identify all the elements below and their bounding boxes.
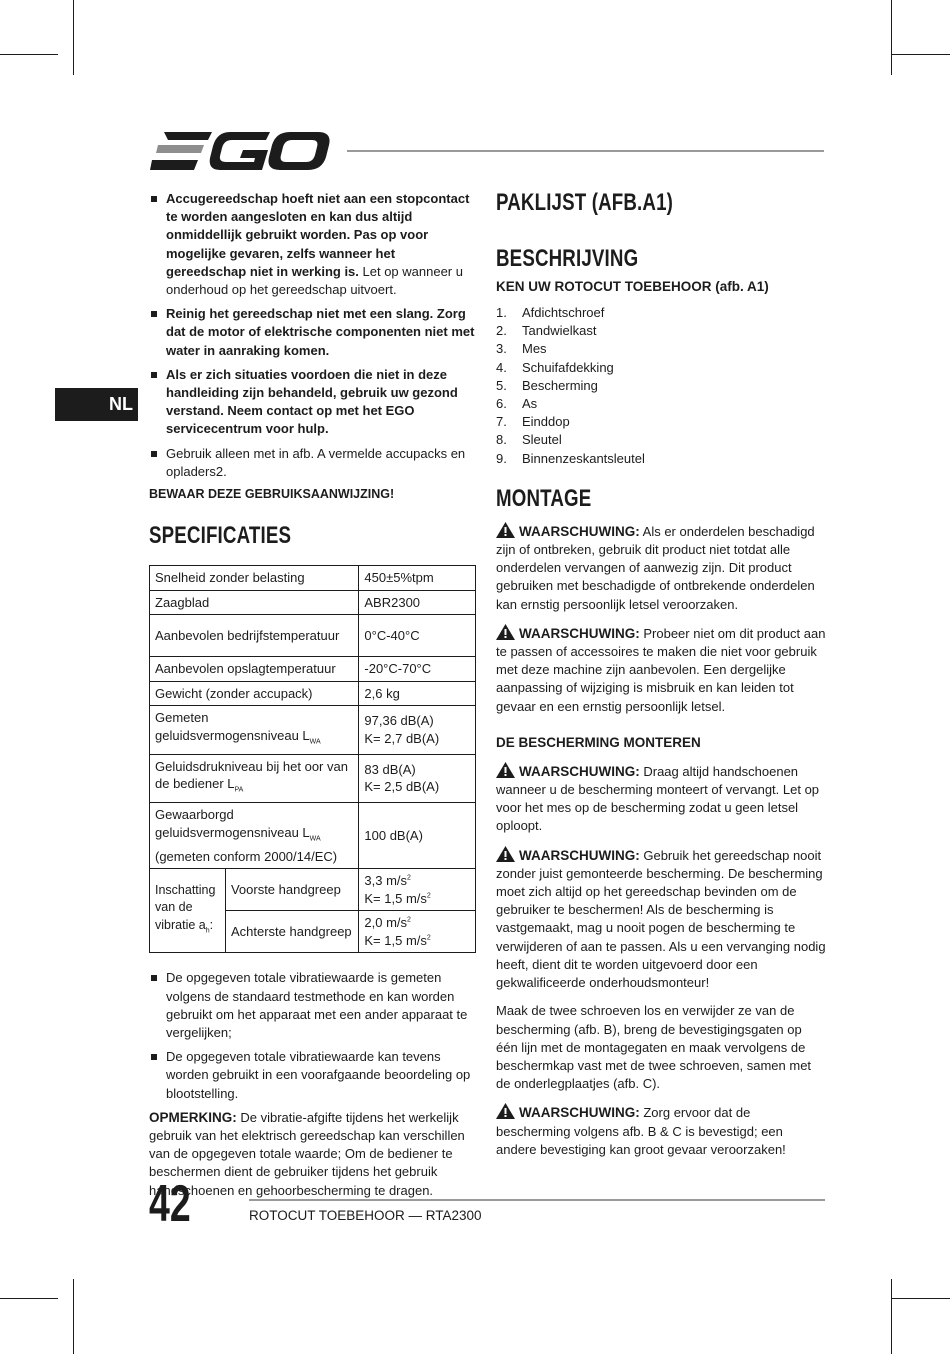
list-item — [149, 366, 477, 439]
spec-value: 83 dB(A) K= 2,5 dB(A) — [359, 754, 476, 803]
assembly-title-wrap — [496, 486, 826, 512]
packlist-title-wrap — [496, 190, 826, 216]
list-item: 9. Binnenzeskantsleutel — [496, 450, 645, 466]
list-item: 3. Mes — [496, 341, 547, 357]
table-row — [150, 681, 476, 706]
warning-paragraph: WAARSCHUWING: Gebruik het gereedschap nooit zonder juist gemonteerde bescherming. De bescherming moet zich altijd op het gereedschap bevinden om de gebruiker te beschermen! Als de bescherming is vastgemaakt, mag u nooit pogen de bescherming te verwijderen of aan te passen. Als u een vervanging nodig heeft, dient dit te worden uitgevoerd door een gekwalificeerde onderhoudsmonteur! — [496, 847, 826, 991]
warning-triangle-icon — [496, 1103, 515, 1119]
vibration-front-label: Voorste handgreep — [225, 869, 358, 911]
right-column — [496, 190, 826, 1159]
table-row — [150, 590, 476, 615]
note — [149, 1109, 477, 1200]
spec-title: SPECIFICATIES — [149, 522, 292, 550]
list-item: 4. Schuifafdekking — [496, 359, 614, 375]
crop-mark — [892, 54, 950, 55]
vibration-bullets — [149, 969, 477, 1102]
table-row — [150, 869, 476, 911]
warning-paragraph: WAARSCHUWING: Zorg ervoor dat de bescherming volgens afb. B & C is bevestigd; een andere bevestiging kan groot gevaar veroorzaken! — [496, 1105, 786, 1157]
know-heading: KEN UW ROTOCUT TOEBEHOOR (afb. A1) — [496, 279, 769, 294]
list-item — [149, 190, 477, 299]
bullet-text: De opgegeven totale vibratiewaarde kan tevens worden gebruikt in een voorafgaande beoordeling op blootstelling. — [166, 1049, 471, 1101]
warning-triangle-icon — [496, 762, 515, 778]
bullet-square-icon — [151, 975, 157, 981]
crop-mark — [891, 1279, 892, 1354]
table-row — [150, 566, 476, 591]
bullet-square-icon — [151, 311, 157, 317]
warning-paragraph: WAARSCHUWING: Probeer niet om dit product aan te passen of accessoires te maken die niet voor gebruik met deze machine zijn aanbevolen. Een dergelijke aanpassing of wijziging is misbruik en kan leiden tot gevaar en een ernstig persoonlijk letsel. — [496, 625, 826, 714]
vibration-rear-label: Achterste handgreep — [225, 911, 358, 953]
list-item: 5. Bescherming — [496, 377, 598, 393]
table-row — [150, 803, 476, 869]
vibration-front-value: 3,3 $m/s^2$ K= 1,5 $m/s^2$ — [359, 869, 476, 911]
vibration-rear-value: 2,0 $m/s^2$ K= 1,5 $m/s^2$ — [359, 911, 476, 953]
spec-label: Aanbevolen bedrijfstemperatuur — [150, 615, 359, 657]
table-row — [150, 657, 476, 682]
parts-list — [496, 304, 826, 468]
spec-label: Snelheid zonder belasting — [150, 566, 359, 591]
list-item — [149, 305, 477, 360]
spec-value: 450±5%tpm — [359, 566, 476, 591]
list-item: 2. Tandwielkast — [496, 323, 597, 339]
warning-paragraph: WAARSCHUWING: Draag altijd handschoenen wanneer u de bescherming monteert of vervangt. Let op voor het mes op de bescherming zodat u geen letsel oploopt. — [496, 763, 820, 834]
crop-mark — [0, 54, 58, 55]
bullet-text: Let op wanneer u onderhoud op het gereedschap uitvoert. — [166, 263, 463, 298]
vibration-label: Inschatting van de vibratie $a_h$: — [150, 869, 226, 953]
warning-paragraph: WAARSCHUWING: Als er onderdelen beschadigd zijn of ontbreken, gebruik dit product niet totdat alle onderdelen vervangen of aanwezig zijn. Dit product gebruiken met beschadigde of ontbrekende onderdelen kan ernstig persoonlijk letsel veroorzaken. — [496, 523, 815, 612]
spec-value: -20°C-70°C — [359, 657, 476, 682]
warning-triangle-icon — [496, 846, 515, 862]
assembly-title: MONTAGE — [496, 484, 592, 512]
bullet-square-icon — [151, 451, 157, 457]
table-row — [150, 615, 476, 657]
description-title: BESCHRIJVING — [496, 245, 639, 272]
crop-mark — [891, 0, 892, 75]
crop-mark — [73, 0, 74, 75]
spec-label: Zaagblad — [150, 590, 359, 615]
note-text: De vibratie-afgifte tijdens het werkelijk gebruik van het elektrisch gereedschap kan verschillen van de opgegeven totale waarde; Om de bediener te beschermen dient de gebruiker tijdens het gebruik handschoenen en gehoorbescherming te dragen. — [149, 1109, 465, 1198]
spec-value: 2,6 kg — [359, 681, 476, 706]
spec-value: 97,36 dB(A) K= 2,7 dB(A) — [359, 706, 476, 755]
list-item: 7. Einddop — [496, 414, 570, 430]
bullet-square-icon — [151, 372, 157, 378]
packlist-title: PAKLIJST (AFB.A1) — [496, 189, 674, 216]
warning-triangle-icon — [496, 624, 515, 640]
spec-value: 100 dB(A) — [359, 803, 476, 869]
footer-title: ROTOCUT TOEBEHOOR — RTA2300 — [249, 1208, 482, 1223]
list-item — [149, 1048, 477, 1103]
page-number: 42 — [149, 1175, 191, 1233]
ego-logo — [150, 130, 330, 172]
note-label: OPMERKING: — [149, 1109, 237, 1125]
list-item: 6. As — [496, 396, 538, 412]
table-row — [150, 754, 476, 803]
spec-label: Gewaarborgd geluidsvermogensniveau $L_{WA}$ (gemeten conform 2000/14/EC) — [150, 803, 359, 869]
spec-title-wrap — [149, 523, 477, 549]
guard-heading: DE BESCHERMING MONTEREN — [496, 734, 701, 750]
spec-value: ABR2300 — [359, 590, 476, 615]
bullet-square-icon — [151, 196, 157, 202]
spec-label: Aanbevolen opslagtemperatuur — [150, 657, 359, 682]
table-row — [150, 706, 476, 755]
crop-mark — [892, 1298, 950, 1299]
spec-label: Gewicht (zonder accupack) — [150, 681, 359, 706]
bullet-bold-text: Accugereedschap hoeft niet aan een stopcontact te worden aangesloten en kan dus altijd onmiddellijk gebruikt worden. Pas op voor mogelijke gevaren, zelfs wanneer het gereedschap niet in werking is. — [166, 191, 470, 279]
bullet-bold-text: Als er zich situaties voordoen die niet in deze handleiding zijn behandeld, gebruik uw gezond verstand. Neem contact op met het EGO servicecentrum voor hulp. — [166, 366, 458, 437]
left-column — [149, 190, 477, 1200]
list-item: 1. Afdichtschroef — [496, 305, 605, 320]
save-notice: BEWAAR DEZE GEBRUIKSAANWIJZING! — [149, 487, 395, 502]
crop-mark — [0, 1298, 58, 1299]
description-title-wrap — [496, 246, 826, 272]
guard-paragraph: Maak de twee schroeven los en verwijder ze van de bescherming (afb. B), breng de bevestigingsgaten op één lijn met de montagegaten en maak vervolgens de beschermkap vast met de twee schroeven, samen met de onderlegplaatjes (afb. C). — [496, 1003, 812, 1092]
spec-table — [149, 565, 476, 953]
safety-bullets — [149, 190, 477, 481]
spec-label: Gemeten geluidsvermogensniveau $L_{WA}$ — [150, 706, 359, 755]
spec-label: Geluidsdrukniveau bij het oor van de bediener $L_{PA}$ — [150, 754, 359, 803]
bullet-text: Gebruik alleen met in afb. A vermelde accupacks en opladers2. — [166, 445, 466, 479]
spec-value: 0°C-40°C — [359, 615, 476, 657]
bullet-bold-text: Reinig het gereedschap niet met een slang. Zorg dat de motor of elektrische componenten niet met water in aanraking komen. — [166, 306, 475, 358]
header-rule — [347, 150, 824, 152]
language-tab: NL — [55, 388, 138, 421]
list-item: 8. Sleutel — [496, 432, 562, 448]
crop-mark — [73, 1279, 74, 1354]
list-item — [149, 969, 477, 1042]
list-item — [149, 445, 477, 481]
footer-rule — [249, 1199, 825, 1201]
bullet-square-icon — [151, 1054, 157, 1060]
bullet-text: De opgegeven totale vibratiewaarde is gemeten volgens de standaard testmethode en kan worden gebruikt om het apparaat met een ander apparaat te vergelijken; — [166, 970, 468, 1040]
warning-triangle-icon — [496, 522, 515, 538]
